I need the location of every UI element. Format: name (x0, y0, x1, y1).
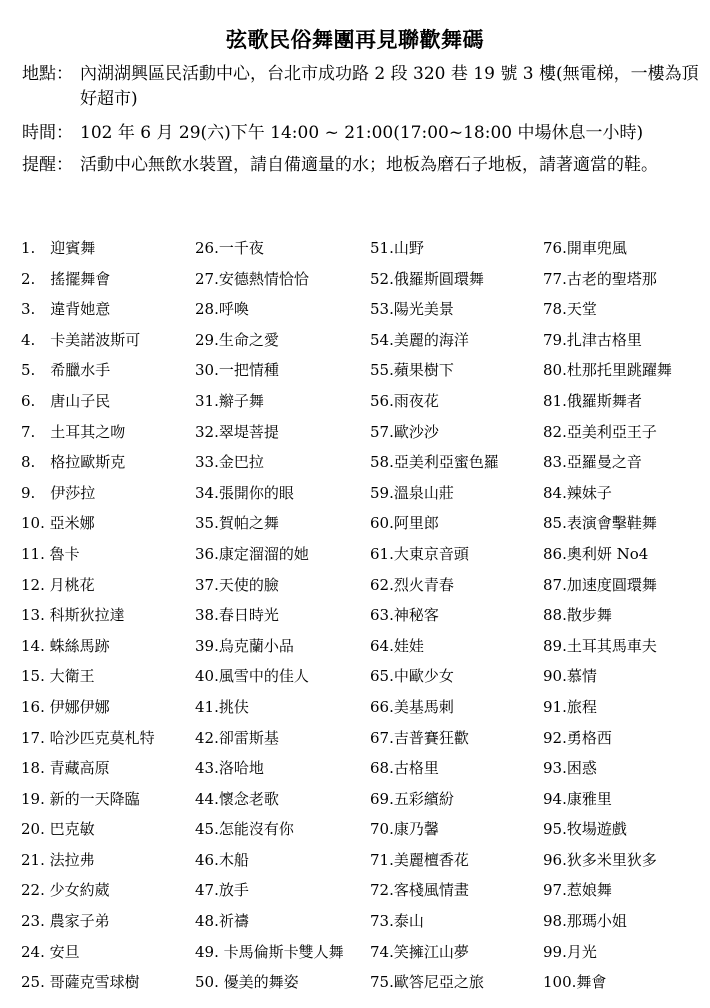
dance-item: 36.康定溜溜的她 (195, 544, 309, 563)
time-label: 時間： (22, 123, 73, 143)
dance-item: 88.散步舞 (543, 606, 612, 625)
dance-item: 61.大東京音頭 (370, 544, 469, 563)
location-info (22, 62, 702, 112)
dance-item: 98.那瑪小姐 (543, 912, 627, 931)
dance-item: 21. 法拉弗 (21, 850, 95, 869)
dance-item: 42.卻雷斯基 (195, 728, 279, 747)
dance-item: 78.天堂 (543, 300, 597, 319)
dance-list-column-4 (543, 236, 710, 1001)
dance-item: 18. 青藏高原 (21, 759, 110, 778)
dance-list-column-1 (21, 236, 196, 1001)
dance-item: 74.笑擁江山夢 (370, 942, 469, 961)
dance-item: 97.惹娘舞 (543, 881, 612, 900)
time-info (22, 121, 702, 146)
dance-item: 29.生命之愛 (195, 330, 279, 349)
dance-item: 49. 卡馬倫斯卡雙人舞 (195, 942, 344, 961)
location-label: 地點： (22, 64, 73, 84)
dance-item: 44.懷念老歌 (195, 789, 279, 808)
dance-item: 71.美麗檀香花 (370, 850, 469, 869)
dance-item: 7. 土耳其之吻 (21, 422, 126, 441)
dance-item: 15. 大衛王 (21, 667, 95, 686)
dance-item: 80.杜那托里跳躍舞 (543, 361, 672, 380)
dance-item: 58.亞美利亞蜜色羅 (370, 453, 499, 472)
dance-item: 100.舞會 (543, 973, 607, 992)
dance-item: 55.蘋果樹下 (370, 361, 454, 380)
dance-item: 66.美基馬刺 (370, 697, 454, 716)
dance-item: 23. 農家子弟 (21, 912, 110, 931)
dance-item: 22. 少女約葳 (21, 881, 110, 900)
dance-item: 84.辣妹子 (543, 483, 612, 502)
dance-item: 65.中歐少女 (370, 667, 454, 686)
dance-item: 26.一千夜 (195, 239, 264, 257)
dance-item: 33.金巴拉 (195, 453, 264, 472)
dance-item: 69.五彩繽紛 (370, 789, 454, 808)
dance-item: 83.亞羅曼之音 (543, 453, 642, 472)
dance-item: 10. 亞米娜 (21, 514, 95, 533)
dance-item: 25. 哥薩克雪球樹 (21, 973, 140, 992)
location-text: 內湖湖興區民活動中心，台北市成功路 2 段 320 巷 19 號 3 樓(無電梯，一樓為頂好超市) (80, 64, 699, 109)
dance-item: 95.牧場遊戲 (543, 820, 627, 839)
dance-item: 53.陽光美景 (370, 300, 454, 319)
reminder-label: 提醒： (22, 155, 73, 175)
dance-list-column-2 (195, 236, 370, 1001)
dance-item: 3. 違背她意 (21, 300, 111, 319)
dance-item: 51.山野 (370, 239, 424, 257)
dance-item: 56.雨夜花 (370, 391, 439, 410)
dance-item: 30.一把情種 (195, 361, 279, 380)
dance-item: 68.古格里 (370, 759, 439, 778)
dance-item: 45.怎能沒有你 (195, 820, 294, 839)
dance-item: 79.扎津古格里 (543, 330, 642, 349)
dance-item: 57.歐沙沙 (370, 422, 439, 441)
dance-item: 24. 安旦 (21, 942, 80, 961)
dance-item: 34.張開你的眼 (195, 483, 294, 502)
dance-item: 37.天使的臉 (195, 575, 279, 594)
dance-item: 50. 優美的舞姿 (195, 973, 299, 992)
dance-item: 86.奧利妍 No4 (543, 544, 649, 563)
dance-item: 31.辮子舞 (195, 391, 264, 410)
dance-item: 35.賀帕之舞 (195, 514, 279, 533)
dance-item: 27.安德熱情恰恰 (195, 269, 309, 288)
dance-item: 28.呼喚 (195, 300, 249, 319)
dance-item: 96.狄多米里狄多 (543, 850, 657, 869)
dance-item: 76.開車兜風 (543, 239, 627, 257)
dance-item: 93.困惑 (543, 759, 597, 778)
dance-item: 59.溫泉山莊 (370, 483, 454, 502)
dance-item: 13. 科斯狄拉達 (21, 606, 125, 625)
dance-item: 87.加速度圓環舞 (543, 575, 657, 594)
dance-item: 89.土耳其馬車夫 (543, 636, 657, 655)
dance-item: 8. 格拉歐斯克 (21, 453, 126, 472)
dance-item: 32.翠堤菩提 (195, 422, 279, 441)
dance-item: 92.勇格西 (543, 728, 612, 747)
dance-item: 40.風雪中的佳人 (195, 667, 309, 686)
dance-item: 2. 搖擺舞會 (21, 269, 111, 288)
dance-item: 70.康乃馨 (370, 820, 439, 839)
dance-item: 75.歐答尼亞之旅 (370, 973, 484, 992)
dance-item: 17. 哈沙匹克莫札特 (21, 728, 155, 747)
dance-item: 48.祈禱 (195, 912, 249, 931)
dance-item: 72.客棧風情畫 (370, 881, 469, 900)
reminder-info (22, 153, 702, 178)
dance-item: 63.神秘客 (370, 606, 439, 625)
dance-item: 73.泰山 (370, 912, 424, 931)
dance-item: 77.古老的聖塔那 (543, 269, 657, 288)
time-text: 102 年 6 月 29(六)下午 14:00 ~ 21:00(17:00~18:00 中場休息一小時) (80, 123, 644, 143)
dance-item: 41.挑伕 (195, 697, 249, 716)
dance-item: 38.春日時光 (195, 606, 279, 625)
dance-item: 11. 魯卡 (21, 544, 80, 563)
dance-item: 62.烈火青春 (370, 575, 454, 594)
dance-item: 4. 卡美諾波斯可 (21, 330, 141, 349)
dance-item: 64.娃娃 (370, 636, 424, 655)
dance-list-column-3 (370, 236, 545, 1001)
dance-item: 20. 巴克敏 (21, 820, 95, 839)
dance-item: 12. 月桃花 (21, 575, 95, 594)
dance-item: 1. 迎賓舞 (21, 239, 96, 257)
dance-item: 16. 伊娜伊娜 (21, 697, 110, 716)
dance-item: 5. 希臘水手 (21, 361, 111, 380)
dance-item: 47.放手 (195, 881, 249, 900)
dance-item: 54.美麗的海洋 (370, 330, 469, 349)
dance-item: 91.旅程 (543, 697, 597, 716)
dance-item: 9. 伊莎拉 (21, 483, 96, 502)
dance-item: 43.洛哈地 (195, 759, 264, 778)
dance-item: 39.烏克蘭小品 (195, 636, 294, 655)
page-title: 弦歌民俗舞團再見聯歡舞碼 (226, 27, 484, 52)
dance-item: 85.表演會擊鞋舞 (543, 514, 657, 533)
dance-item: 99.月光 (543, 942, 597, 961)
dance-item: 6. 唐山子民 (21, 391, 111, 410)
dance-item: 82.亞美利亞王子 (543, 422, 657, 441)
dance-item: 14. 蛛絲馬跡 (21, 636, 110, 655)
dance-item: 19. 新的一天降臨 (21, 789, 140, 808)
reminder-text: 活動中心無飲水裝置，請自備適量的水；地板為磨石子地板，請著適當的鞋。 (80, 155, 658, 175)
dance-item: 60.阿里郎 (370, 514, 439, 533)
dance-item: 94.康雅里 (543, 789, 612, 808)
dance-item: 81.俄羅斯舞者 (543, 391, 642, 410)
dance-item: 67.吉普賽狂歡 (370, 728, 469, 747)
dance-item: 52.俄羅斯圓環舞 (370, 269, 484, 288)
dance-item: 90.慕情 (543, 667, 597, 686)
dance-item: 46.木船 (195, 850, 249, 869)
